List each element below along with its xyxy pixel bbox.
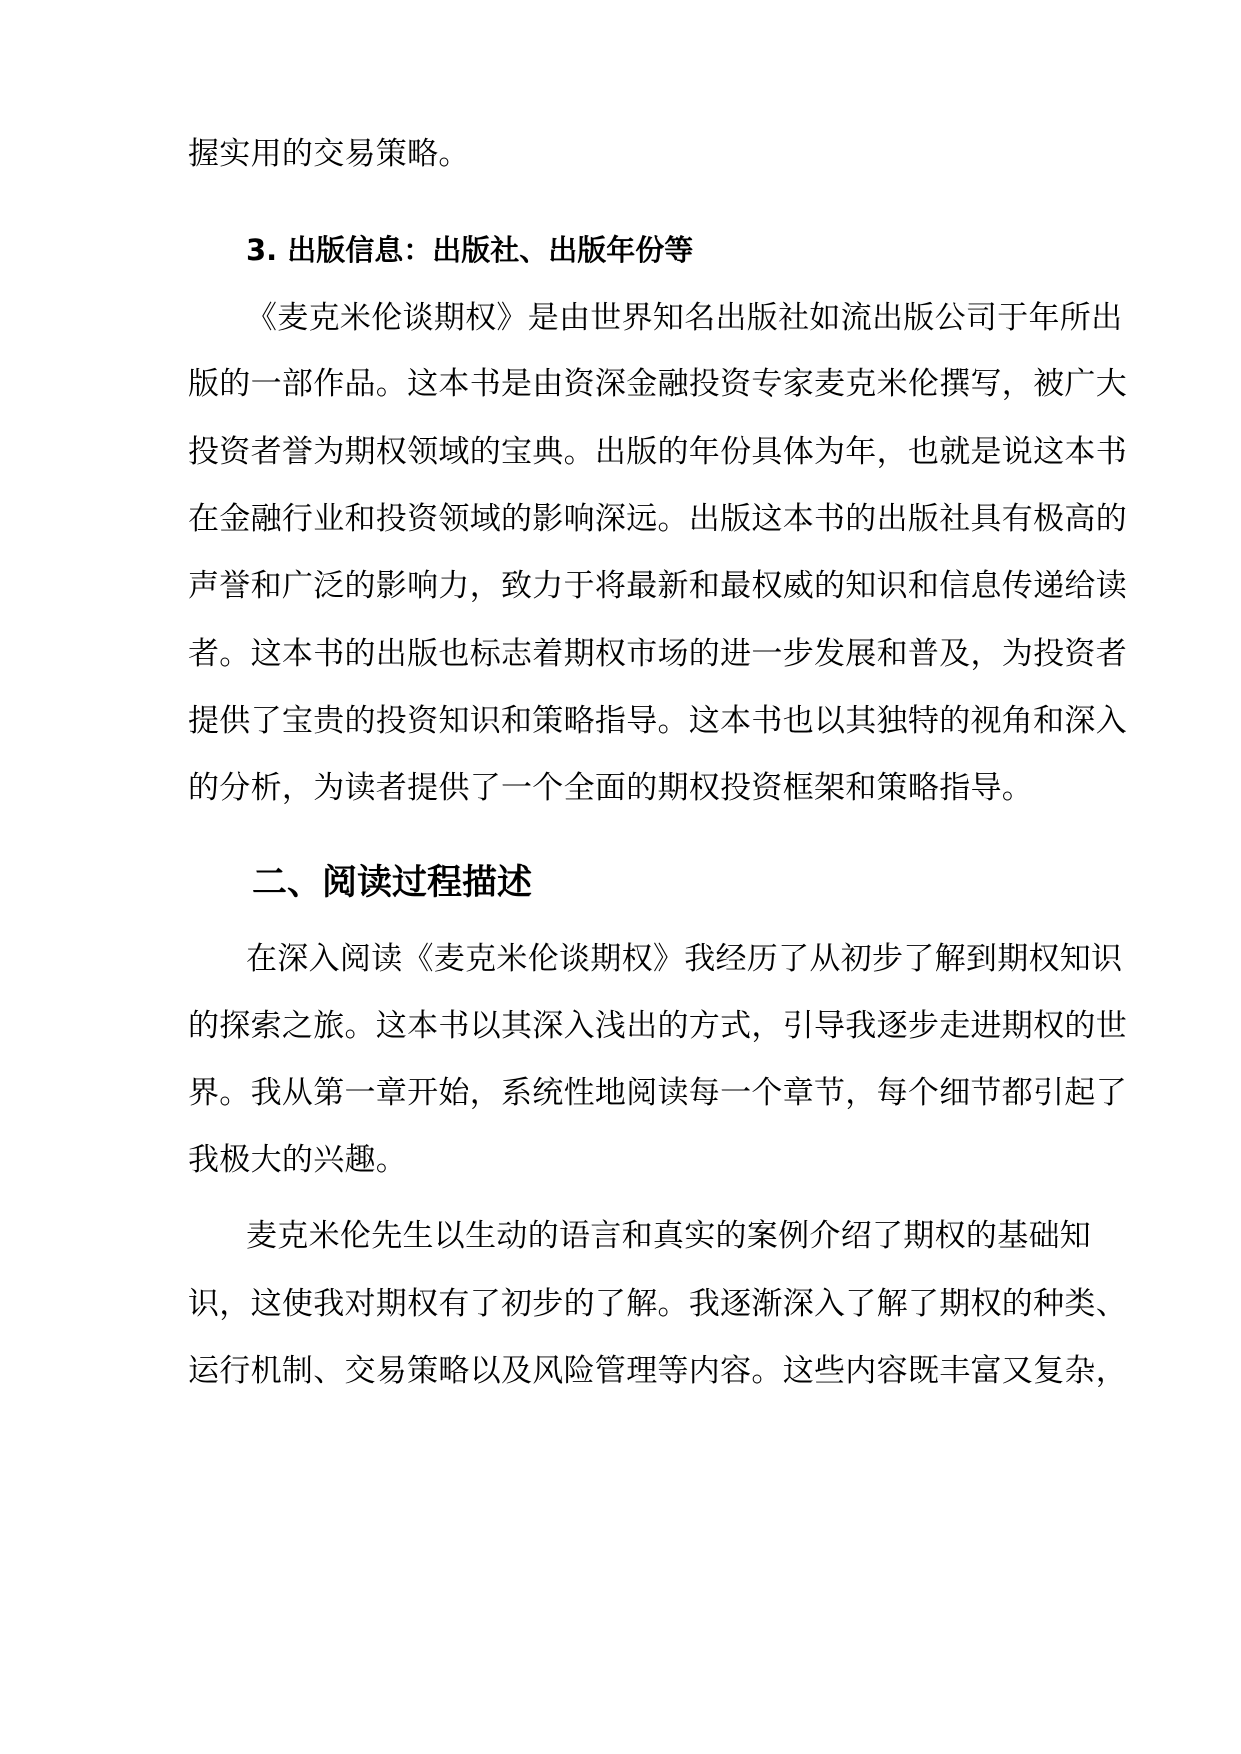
paragraph-line: 《麦克米伦谈期权》是由世界知名出版社如流出版公司于年所出 <box>246 300 1123 336</box>
paragraph-line: 在深入阅读《麦克米伦谈期权》我经历了从初步了解到期权知识 <box>246 941 1123 977</box>
paragraph-line: 识，这使我对期权有了初步的了解。我逐渐深入了解了期权的种类、 <box>188 1286 1127 1322</box>
subsection-heading-publication-info: 3. 出版信息：出版社、出版年份等 <box>246 233 694 267</box>
paragraph-line: 麦克米伦先生以生动的语言和真实的案例介绍了期权的基础知 <box>246 1218 1092 1254</box>
paragraph-line: 界。我从第一章开始，系统性地阅读每一个章节，每个细节都引起了 <box>188 1075 1127 1111</box>
paragraph-line: 提供了宝贵的投资知识和策略指导。这本书也以其独特的视角和深入 <box>188 703 1127 739</box>
paragraph-line: 投资者誉为期权领域的宝典。出版的年份具体为年，也就是说这本书 <box>188 434 1127 470</box>
paragraph-line: 的探索之旅。这本书以其深入浅出的方式，引导我逐步走进期权的世 <box>188 1008 1127 1044</box>
paragraph-line: 我极大的兴趣。 <box>188 1142 408 1178</box>
paragraph-line: 的分析，为读者提供了一个全面的期权投资框架和策略指导。 <box>188 770 1034 806</box>
paragraph-line: 者。这本书的出版也标志着期权市场的进一步发展和普及，为投资者 <box>188 636 1127 672</box>
paragraph-line: 版的一部作品。这本书是由资深金融投资专家麦克米伦撰写，被广大 <box>188 366 1127 402</box>
paragraph-line: 声誉和广泛的影响力，致力于将最新和最权威的知识和信息传递给读 <box>188 568 1127 604</box>
paragraph-line: 运行机制、交易策略以及风险管理等内容。这些内容既丰富又复杂， <box>188 1353 1127 1389</box>
section-heading-reading-process: 二、阅读过程描述 <box>252 863 533 903</box>
paragraph-continuation-line: 握实用的交易策略。 <box>188 136 470 172</box>
paragraph-line: 在金融行业和投资领域的影响深远。出版这本书的出版社具有极高的 <box>188 501 1127 537</box>
